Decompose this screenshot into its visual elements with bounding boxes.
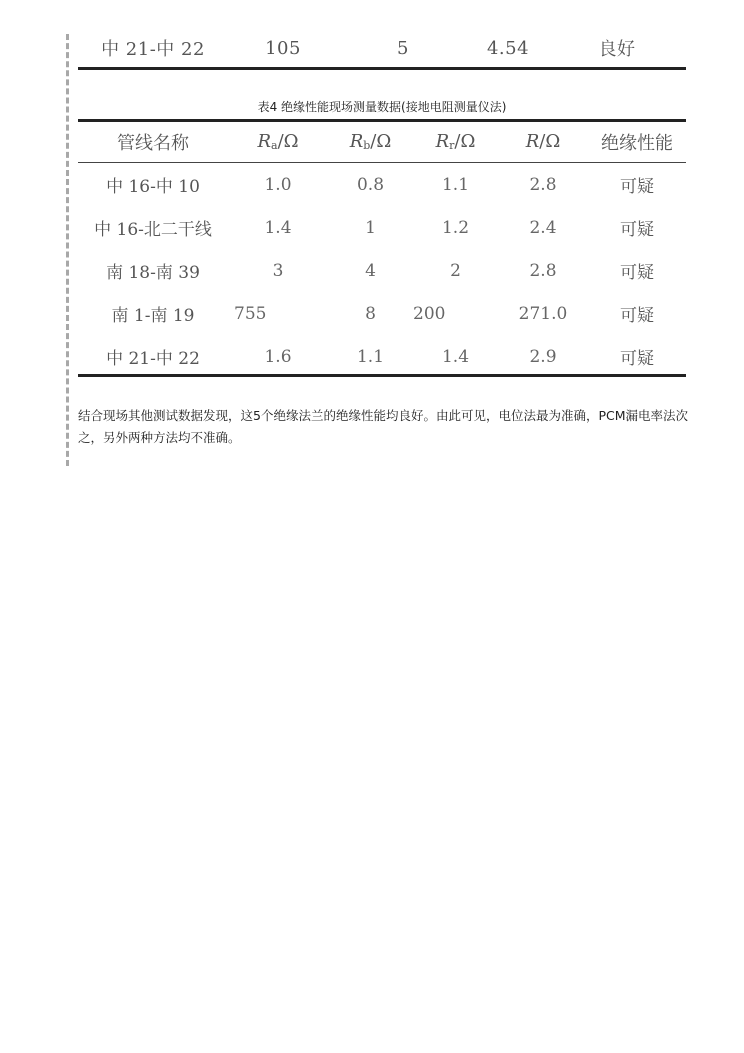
header-r-unit: /Ω <box>539 131 561 152</box>
cell-rb: 1 <box>365 217 376 238</box>
conclusion-paragraph: 结合现场其他测试数据发现，这5个绝缘法兰的绝缘性能均良好。由此可见，电位法最为准确，PCM漏电率法次之，另外两种方法均不准确。 <box>78 408 689 445</box>
cell-rb: 0.8 <box>356 174 385 195</box>
header-r-symbol: R <box>525 131 540 152</box>
header-rb-symbol: R <box>349 131 364 152</box>
cell-ra: 1.0 <box>264 174 292 195</box>
cell-pipeline: 中 16-北二干线 <box>94 220 212 240</box>
table4-caption: 表4 绝缘性能现场测量数据(接地电阻测量仪法) <box>257 100 507 114</box>
header-rb-unit: /Ω <box>370 131 392 152</box>
cell-ra: 3 <box>272 260 284 281</box>
prev-cell-pipeline: 中 21-中 22 <box>101 39 205 60</box>
cell-rb: 8 <box>365 303 376 324</box>
cell-insulation: 可疑 <box>620 349 654 369</box>
header-insulation: 绝缘性能 <box>601 132 673 154</box>
cell-insulation: 可疑 <box>620 263 654 283</box>
margin-dashed-line <box>66 34 69 466</box>
table-row <box>78 163 686 206</box>
cell-rb: 4 <box>365 260 376 281</box>
header-ra-unit: /Ω <box>277 131 299 152</box>
cell-rr: 1.1 <box>441 174 470 195</box>
cell-rr: 2 <box>450 260 461 281</box>
cell-insulation: 可疑 <box>620 306 654 326</box>
prev-cell-value-2: 5 <box>397 37 409 59</box>
table4 <box>78 121 686 378</box>
table4-bottom-rule <box>78 374 686 377</box>
table-row <box>78 206 686 249</box>
cell-r: 2.4 <box>529 217 557 238</box>
cell-rr: 200 <box>413 303 446 324</box>
cell-pipeline: 中 21-中 22 <box>106 349 200 369</box>
table-row <box>78 249 686 292</box>
cell-insulation: 可疑 <box>620 177 654 197</box>
header-ra-symbol: R <box>257 131 271 152</box>
cell-ra: 755 <box>234 303 267 324</box>
table4-header-rule <box>78 162 686 163</box>
header-rb <box>328 131 413 152</box>
header-pipeline-name: 管线名称 <box>117 132 189 154</box>
cell-rb: 1.1 <box>356 346 385 367</box>
table-row <box>78 335 686 378</box>
cell-rr: 1.2 <box>441 217 470 238</box>
header-ra-subscript: a <box>271 139 278 152</box>
cell-r: 2.8 <box>529 260 557 281</box>
header-rb-subscript: b <box>363 139 371 152</box>
cell-pipeline: 中 16-中 10 <box>106 177 200 197</box>
prev-cell-status: 良好 <box>598 39 636 60</box>
cell-ra: 1.6 <box>264 346 292 367</box>
cell-r: 2.8 <box>529 174 557 195</box>
cell-r: 2.9 <box>529 346 557 367</box>
header-ra <box>228 131 328 152</box>
cell-rr: 1.4 <box>441 346 470 367</box>
header-rr-subscript: r <box>449 139 455 152</box>
header-r <box>498 131 588 152</box>
table4-header-row <box>78 121 686 162</box>
header-rr <box>413 131 498 152</box>
prev-cell-value-3: 4.54 <box>486 37 530 59</box>
prev-cell-value-1: 105 <box>265 37 301 59</box>
cell-pipeline: 南 18-南 39 <box>106 263 200 283</box>
previous-table-last-row <box>78 30 686 66</box>
table-row <box>78 292 686 335</box>
header-rr-symbol: R <box>435 131 450 152</box>
cell-insulation: 可疑 <box>620 220 654 240</box>
cell-pipeline: 南 1-南 19 <box>111 306 195 326</box>
previous-table-bottom-rule <box>78 67 686 70</box>
header-rr-unit: /Ω <box>454 131 476 152</box>
cell-ra: 1.4 <box>264 217 292 238</box>
cell-r: 271.0 <box>518 303 568 324</box>
